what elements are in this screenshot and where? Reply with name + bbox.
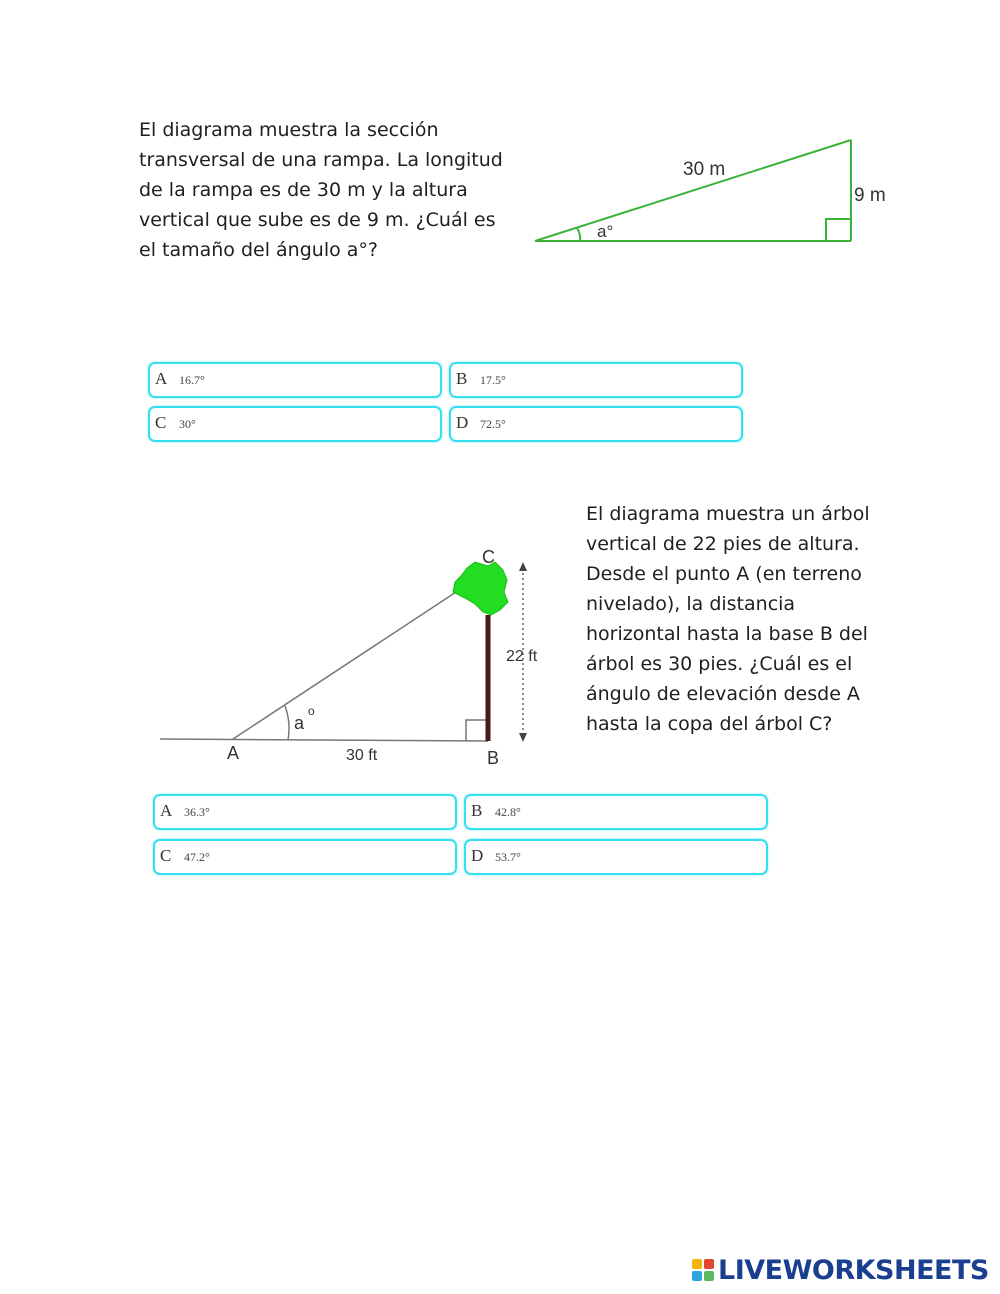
q1-option-d[interactable] [449, 406, 743, 442]
logo-text: LIVEWORKSHEETS [718, 1254, 989, 1286]
right-angle-mark [826, 219, 851, 241]
ground-line [160, 739, 488, 741]
degree-mark: o [308, 704, 315, 718]
option-value: 30° [179, 417, 196, 431]
question-2-text: El diagrama muestra un árbol vertical de 22 pies de altura. Desde el punto A (en terreno nivelado), la distancia horizontal hasta la base B del árbol es 30 pies. ¿Cuál es el ángulo de elevación desde A hasta la copa del árbol C? [586, 503, 870, 735]
tree-diagram [155, 540, 555, 775]
q2-option-b[interactable] [464, 794, 768, 830]
option-letter: C [160, 846, 172, 865]
option-letter: C [155, 413, 167, 432]
point-a-label: A [227, 743, 240, 763]
option-value: 17.5° [480, 373, 506, 387]
question-1-text: El diagrama muestra la sección transversal de una rampa. La longitud de la rampa es de 30 m y la altura vertical que sube es de 9 m. ¿Cuál es el tamaño del ángulo a°? [139, 119, 503, 261]
option-value: 42.8° [495, 805, 521, 819]
right-angle-mark [466, 720, 488, 741]
liveworksheets-logo [692, 1252, 989, 1288]
option-value: 16.7° [179, 373, 205, 387]
point-b-label: B [487, 748, 500, 768]
ramp-hypotenuse [535, 140, 851, 241]
option-value: 47.2° [184, 850, 210, 864]
option-letter: D [456, 413, 469, 432]
angle-label: a [294, 713, 305, 733]
option-value: 53.7° [495, 850, 521, 864]
angle-arc [577, 228, 580, 241]
angle-arc [285, 706, 289, 740]
option-letter: B [471, 801, 483, 820]
sight-line [233, 571, 488, 739]
option-letter: A [155, 369, 168, 388]
q2-option-c[interactable] [153, 839, 457, 875]
q1-option-c[interactable] [148, 406, 442, 442]
ramp-diagram [525, 130, 905, 280]
option-letter: D [471, 846, 484, 865]
q1-option-b[interactable] [449, 362, 743, 398]
point-c-label: C [482, 547, 495, 567]
angle-label: a° [597, 222, 614, 241]
q1-option-a[interactable] [148, 362, 442, 398]
q2-option-a[interactable] [153, 794, 457, 830]
tree-foliage [453, 562, 508, 615]
option-value: 36.3° [184, 805, 210, 819]
option-letter: A [160, 801, 173, 820]
height-label: 9 m [854, 185, 886, 206]
height-label: 22 ft [506, 648, 538, 665]
hypotenuse-label: 30 m [683, 159, 726, 180]
arrow-down-icon [519, 733, 527, 742]
base-label: 30 ft [346, 747, 378, 764]
q2-option-d[interactable] [464, 839, 768, 875]
logo-blocks-icon [692, 1259, 714, 1281]
option-value: 72.5° [480, 417, 506, 431]
arrow-up-icon [519, 562, 527, 571]
option-letter: B [456, 369, 468, 388]
